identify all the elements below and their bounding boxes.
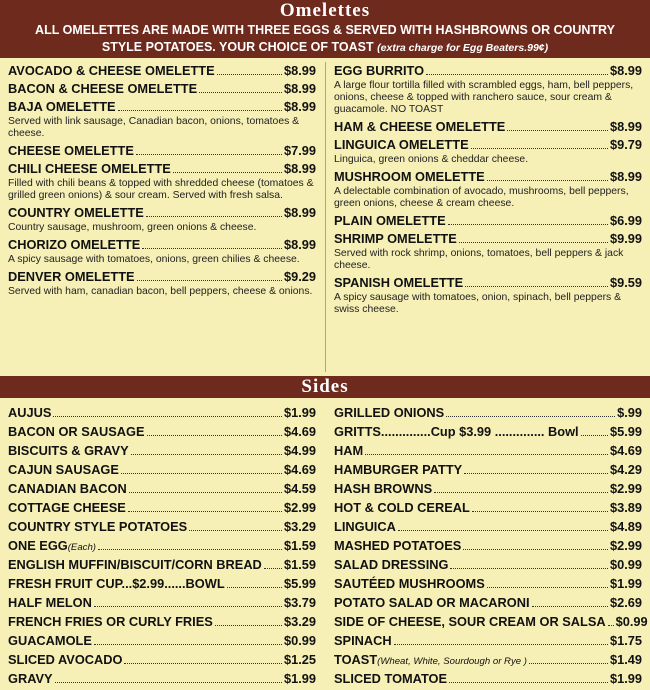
leader-dots (227, 587, 282, 588)
side-item-name: BISCUITS & GRAVY (8, 443, 129, 458)
side-item-name: COTTAGE CHEESE (8, 500, 126, 515)
menu-item-line (8, 160, 316, 178)
menu-item (8, 62, 316, 80)
leader-dots (173, 172, 282, 173)
menu-item-line (8, 236, 316, 254)
menu-item-price: $9.99 (609, 231, 642, 246)
menu-item-line (8, 80, 316, 98)
leader-dots (118, 110, 282, 111)
side-item (334, 593, 642, 612)
side-item-name: LINGUICA (334, 519, 396, 534)
side-item-name: MASHED POTATOES (334, 538, 462, 553)
side-item-name: COUNTRY STYLE POTATOES (8, 519, 188, 534)
menu-item-name: SPANISH OMELETTE (334, 275, 464, 290)
menu-item-price: $9.79 (609, 137, 642, 152)
leader-dots (464, 473, 608, 474)
side-item-name: SLICED TOMATOE (334, 671, 448, 686)
side-item-price: $4.69 (283, 462, 316, 477)
menu-item-description: A delectable combination of avocado, mushrooms, bell peppers, green onions, cheese & cream cheese. (334, 186, 629, 209)
side-item-price: $3.29 (283, 614, 316, 629)
side-item (8, 593, 316, 612)
side-item (334, 631, 642, 650)
side-item-note: (Wheat, White, Sourdough or Rye ) (377, 656, 527, 667)
menu-item (334, 230, 642, 272)
leader-dots (129, 492, 282, 493)
leader-dots (434, 492, 608, 493)
side-item-name: SIDE OF CHEESE, SOUR CREAM OR SALSA (334, 614, 606, 629)
leader-dots (507, 130, 608, 131)
side-item-price: $0.99 (609, 557, 642, 572)
leader-dots (189, 530, 282, 531)
side-item-name: HAMBURGER PATTY (334, 462, 463, 477)
side-item-name: GRITTS..............Cup $3.99 .............. Bowl (334, 424, 579, 439)
menu-item-name: BACON & CHEESE OMELETTE (8, 81, 198, 96)
menu-item-name: BAJA OMELETTE (8, 99, 116, 114)
omelettes-intro (0, 22, 650, 58)
sides-header (0, 376, 650, 398)
menu-item-description: A spicy sausage with tomatoes, onions, green chilies & cheese. (8, 254, 300, 265)
side-item-price: $3.79 (283, 595, 316, 610)
menu-item-description: Linguica, green onions & cheddar cheese. (334, 154, 529, 165)
side-item-price: $4.29 (609, 462, 642, 477)
side-item (8, 555, 316, 574)
leader-dots (472, 511, 608, 512)
menu-item-name: CHORIZO OMELETTE (8, 237, 141, 252)
leader-dots (581, 435, 608, 436)
side-item-name: GRILLED ONIONS (334, 405, 445, 420)
menu-item-name: CHEESE OMELETTE (8, 143, 134, 158)
side-item-name: GRAVY (8, 671, 53, 686)
menu-item (334, 118, 642, 136)
menu-item-line (334, 118, 642, 136)
side-item (8, 612, 316, 631)
side-item-price: $4.59 (283, 481, 316, 496)
omelettes-header (0, 0, 650, 22)
side-item (334, 574, 642, 593)
menu-item-description: A large flour tortilla filled with scrambled eggs, ham, bell peppers, onions, cheese & topped with ranchero sauce, sour cream & guacamole. NO TOAST (334, 80, 634, 115)
side-item (334, 517, 642, 536)
side-item (8, 460, 316, 479)
menu-item-description: Served with rock shrimp, onions, tomatoes, bell peppers & jack cheese. (334, 248, 624, 271)
side-item (8, 422, 316, 441)
side-item-price: $5.99 (283, 576, 316, 591)
side-item-name: HAM (334, 443, 364, 458)
menu-item-name: DENVER OMELETTE (8, 269, 135, 284)
side-item-price: $1.99 (609, 576, 642, 591)
side-item-price: $2.99 (609, 481, 642, 496)
side-item (8, 574, 316, 593)
menu-item (8, 204, 316, 234)
side-item-price: $5.99 (609, 424, 642, 439)
side-item (8, 536, 316, 555)
menu-item-price: $8.99 (283, 99, 316, 114)
menu-item-price: $8.99 (283, 81, 316, 96)
side-item-price: $1.59 (283, 557, 316, 572)
side-item-name: HOT & COLD CEREAL (334, 500, 470, 515)
leader-dots (137, 280, 282, 281)
side-item-price: $1.99 (283, 405, 316, 420)
side-item (334, 536, 642, 555)
leader-dots (199, 92, 282, 93)
menu-item-name: COUNTRY OMELETTE (8, 205, 144, 220)
side-item-price: $1.75 (609, 633, 642, 648)
menu-item-name: PLAIN OMELETTE (334, 213, 446, 228)
menu-item-price: $8.99 (283, 205, 316, 220)
leader-dots (471, 148, 608, 149)
side-item (334, 650, 642, 669)
menu-item-line (8, 204, 316, 222)
menu-item-line (334, 212, 642, 230)
leader-dots (446, 416, 615, 417)
side-item-name: SPINACH (334, 633, 392, 648)
leader-dots (394, 644, 608, 645)
leader-dots (217, 74, 282, 75)
leader-dots (131, 454, 282, 455)
menu-item (8, 268, 316, 298)
leader-dots (532, 606, 608, 607)
side-item (8, 650, 316, 669)
side-item (334, 669, 642, 688)
side-item-price: $4.69 (609, 443, 642, 458)
leader-dots (124, 663, 282, 664)
menu-item-description: A spicy sausage with tomatoes, onion, spinach, bell peppers & swiss cheese. (334, 292, 622, 315)
side-item-price: $2.69 (609, 595, 642, 610)
side-item-name: FRENCH FRIES OR CURLY FRIES (8, 614, 213, 629)
leader-dots (136, 154, 282, 155)
menu-item-description: Served with ham, canadian bacon, bell peppers, cheese & onions. (8, 286, 313, 297)
omelettes-right-column (334, 62, 642, 318)
side-item-price: $1.49 (609, 652, 642, 667)
column-divider (325, 62, 326, 372)
menu-item-line (334, 136, 642, 154)
leader-dots (98, 549, 282, 550)
side-item-price: $1.25 (283, 652, 316, 667)
side-item-name: BACON OR SAUSAGE (8, 424, 145, 439)
side-item-price: $3.89 (609, 500, 642, 515)
menu-item-price: $8.99 (609, 169, 642, 184)
leader-dots (53, 416, 282, 417)
menu-item-name: AVOCADO & CHEESE OMELETTE (8, 63, 215, 78)
side-item (8, 479, 316, 498)
leader-dots (463, 549, 608, 550)
side-item-name: AUJUS (8, 405, 52, 420)
leader-dots (465, 286, 608, 287)
side-item-note: (Each) (67, 542, 96, 553)
leader-dots (147, 435, 282, 436)
leader-dots (215, 625, 282, 626)
side-item (8, 517, 316, 536)
menu-item-description: Country sausage, mushroom, green onions & cheese. (8, 222, 257, 233)
side-item-name: POTATO SALAD OR MACARONI (334, 595, 530, 610)
side-item-price: $0.99 (283, 633, 316, 648)
menu-item-price: $7.99 (283, 143, 316, 158)
side-item-price: $2.99 (609, 538, 642, 553)
side-item-name: HALF MELON (8, 595, 92, 610)
menu-item (334, 136, 642, 166)
side-item-name: SAUTÉED MUSHROOMS (334, 576, 485, 591)
side-item (334, 422, 642, 441)
omelettes-title: Omelettes (279, 0, 371, 21)
side-item (8, 669, 316, 688)
menu-item (8, 236, 316, 266)
menu-item-line (8, 142, 316, 160)
menu-item (334, 274, 642, 316)
leader-dots (146, 216, 282, 217)
menu-item-line (334, 274, 642, 292)
menu-item-price: $8.99 (609, 119, 642, 134)
menu-item-line (334, 168, 642, 186)
leader-dots (264, 568, 282, 569)
menu-item-name: MUSHROOM OMELETTE (334, 169, 485, 184)
menu-item (8, 160, 316, 202)
menu-item-price: $8.99 (609, 63, 642, 78)
sides-right-column (334, 403, 648, 688)
leader-dots (365, 454, 608, 455)
side-item (8, 498, 316, 517)
menu-item-line (8, 268, 316, 286)
side-item (334, 460, 642, 479)
leader-dots (459, 242, 608, 243)
side-item-name: ONE EGG (8, 538, 68, 553)
menu-item (334, 212, 642, 230)
side-item-name: ENGLISH MUFFIN/BISCUIT/CORN BREAD (8, 557, 262, 572)
menu-item-line (334, 62, 642, 80)
menu-item (334, 168, 642, 210)
menu-item-price: $8.99 (283, 237, 316, 252)
leader-dots (426, 74, 608, 75)
omelettes-left-column (8, 62, 316, 300)
side-item-name: CANADIAN BACON (8, 481, 127, 496)
menu-item-name: CHILI CHEESE OMELETTE (8, 161, 171, 176)
menu-item-name: EGG BURRITO (334, 63, 425, 78)
side-item-name: TOAST (334, 652, 378, 667)
menu-item-description: Served with link sausage, Canadian bacon, onions, tomatoes & cheese. (8, 116, 300, 139)
menu-item-price: $8.99 (283, 161, 316, 176)
side-item (334, 498, 642, 517)
leader-dots (398, 530, 608, 531)
intro-line-1: ALL OMELETTES ARE MADE WITH THREE EGGS & SERVED WITH HASHBROWNS OR COUNTRY (35, 23, 615, 37)
menu-item-line (8, 98, 316, 116)
menu-item (334, 62, 642, 116)
menu-item-line (8, 62, 316, 80)
side-item (8, 631, 316, 650)
side-item-price: $2.99 (283, 500, 316, 515)
intro-note: (extra charge for Egg Beaters.99¢) (377, 42, 549, 54)
leader-dots (94, 644, 282, 645)
side-item-price: $1.59 (283, 538, 316, 553)
leader-dots (450, 568, 607, 569)
side-item-price: $0.99 (615, 614, 648, 629)
side-item (8, 403, 316, 422)
side-item-price: $1.99 (609, 671, 642, 686)
side-item-name: FRESH FRUIT CUP...$2.99......BOWL (8, 576, 225, 591)
menu-item-name: LINGUICA OMELETTE (334, 137, 469, 152)
side-item-price: $3.29 (283, 519, 316, 534)
leader-dots (449, 682, 608, 683)
side-item-name: CAJUN SAUSAGE (8, 462, 119, 477)
menu-item-price: $9.59 (609, 275, 642, 290)
leader-dots (448, 224, 608, 225)
menu-item (8, 142, 316, 160)
side-item-price: $.99 (617, 405, 642, 420)
side-item-price: $4.89 (609, 519, 642, 534)
leader-dots (487, 587, 608, 588)
menu-item-name: SHRIMP OMELETTE (334, 231, 457, 246)
side-item-name: SLICED AVOCADO (8, 652, 123, 667)
intro-line-2: STYLE POTATOES. YOUR CHOICE OF TOAST (extra charge for Egg Beaters.99¢) (101, 40, 549, 54)
side-item (334, 403, 642, 422)
side-item (334, 555, 642, 574)
leader-dots (608, 625, 614, 626)
leader-dots (142, 248, 282, 249)
leader-dots (529, 663, 608, 664)
leader-dots (121, 473, 282, 474)
leader-dots (128, 511, 282, 512)
side-item (8, 441, 316, 460)
side-item (334, 612, 648, 631)
menu-item-price: $6.99 (609, 213, 642, 228)
side-item (334, 479, 642, 498)
side-item-name: SALAD DRESSING (334, 557, 449, 572)
menu-item-description: Filled with chili beans & topped with shredded cheese (tomatoes & grilled green onions) & sour cream. Served with fresh salsa. (8, 178, 314, 201)
menu-item-price: $9.29 (283, 269, 316, 284)
sides-left-column (8, 403, 316, 688)
leader-dots (487, 180, 608, 181)
side-item-price: $4.99 (283, 443, 316, 458)
side-item-name: GUACAMOLE (8, 633, 92, 648)
side-item-name: HASH BROWNS (334, 481, 433, 496)
menu-item (8, 80, 316, 98)
leader-dots (94, 606, 282, 607)
side-item-price: $1.99 (283, 671, 316, 686)
menu-item-name: HAM & CHEESE OMELETTE (334, 119, 506, 134)
side-item (334, 441, 642, 460)
leader-dots (55, 682, 282, 683)
side-item-price: $4.69 (283, 424, 316, 439)
sides-title: Sides (301, 376, 349, 397)
menu-item (8, 98, 316, 140)
menu-item-line (334, 230, 642, 248)
menu-item-price: $8.99 (283, 63, 316, 78)
